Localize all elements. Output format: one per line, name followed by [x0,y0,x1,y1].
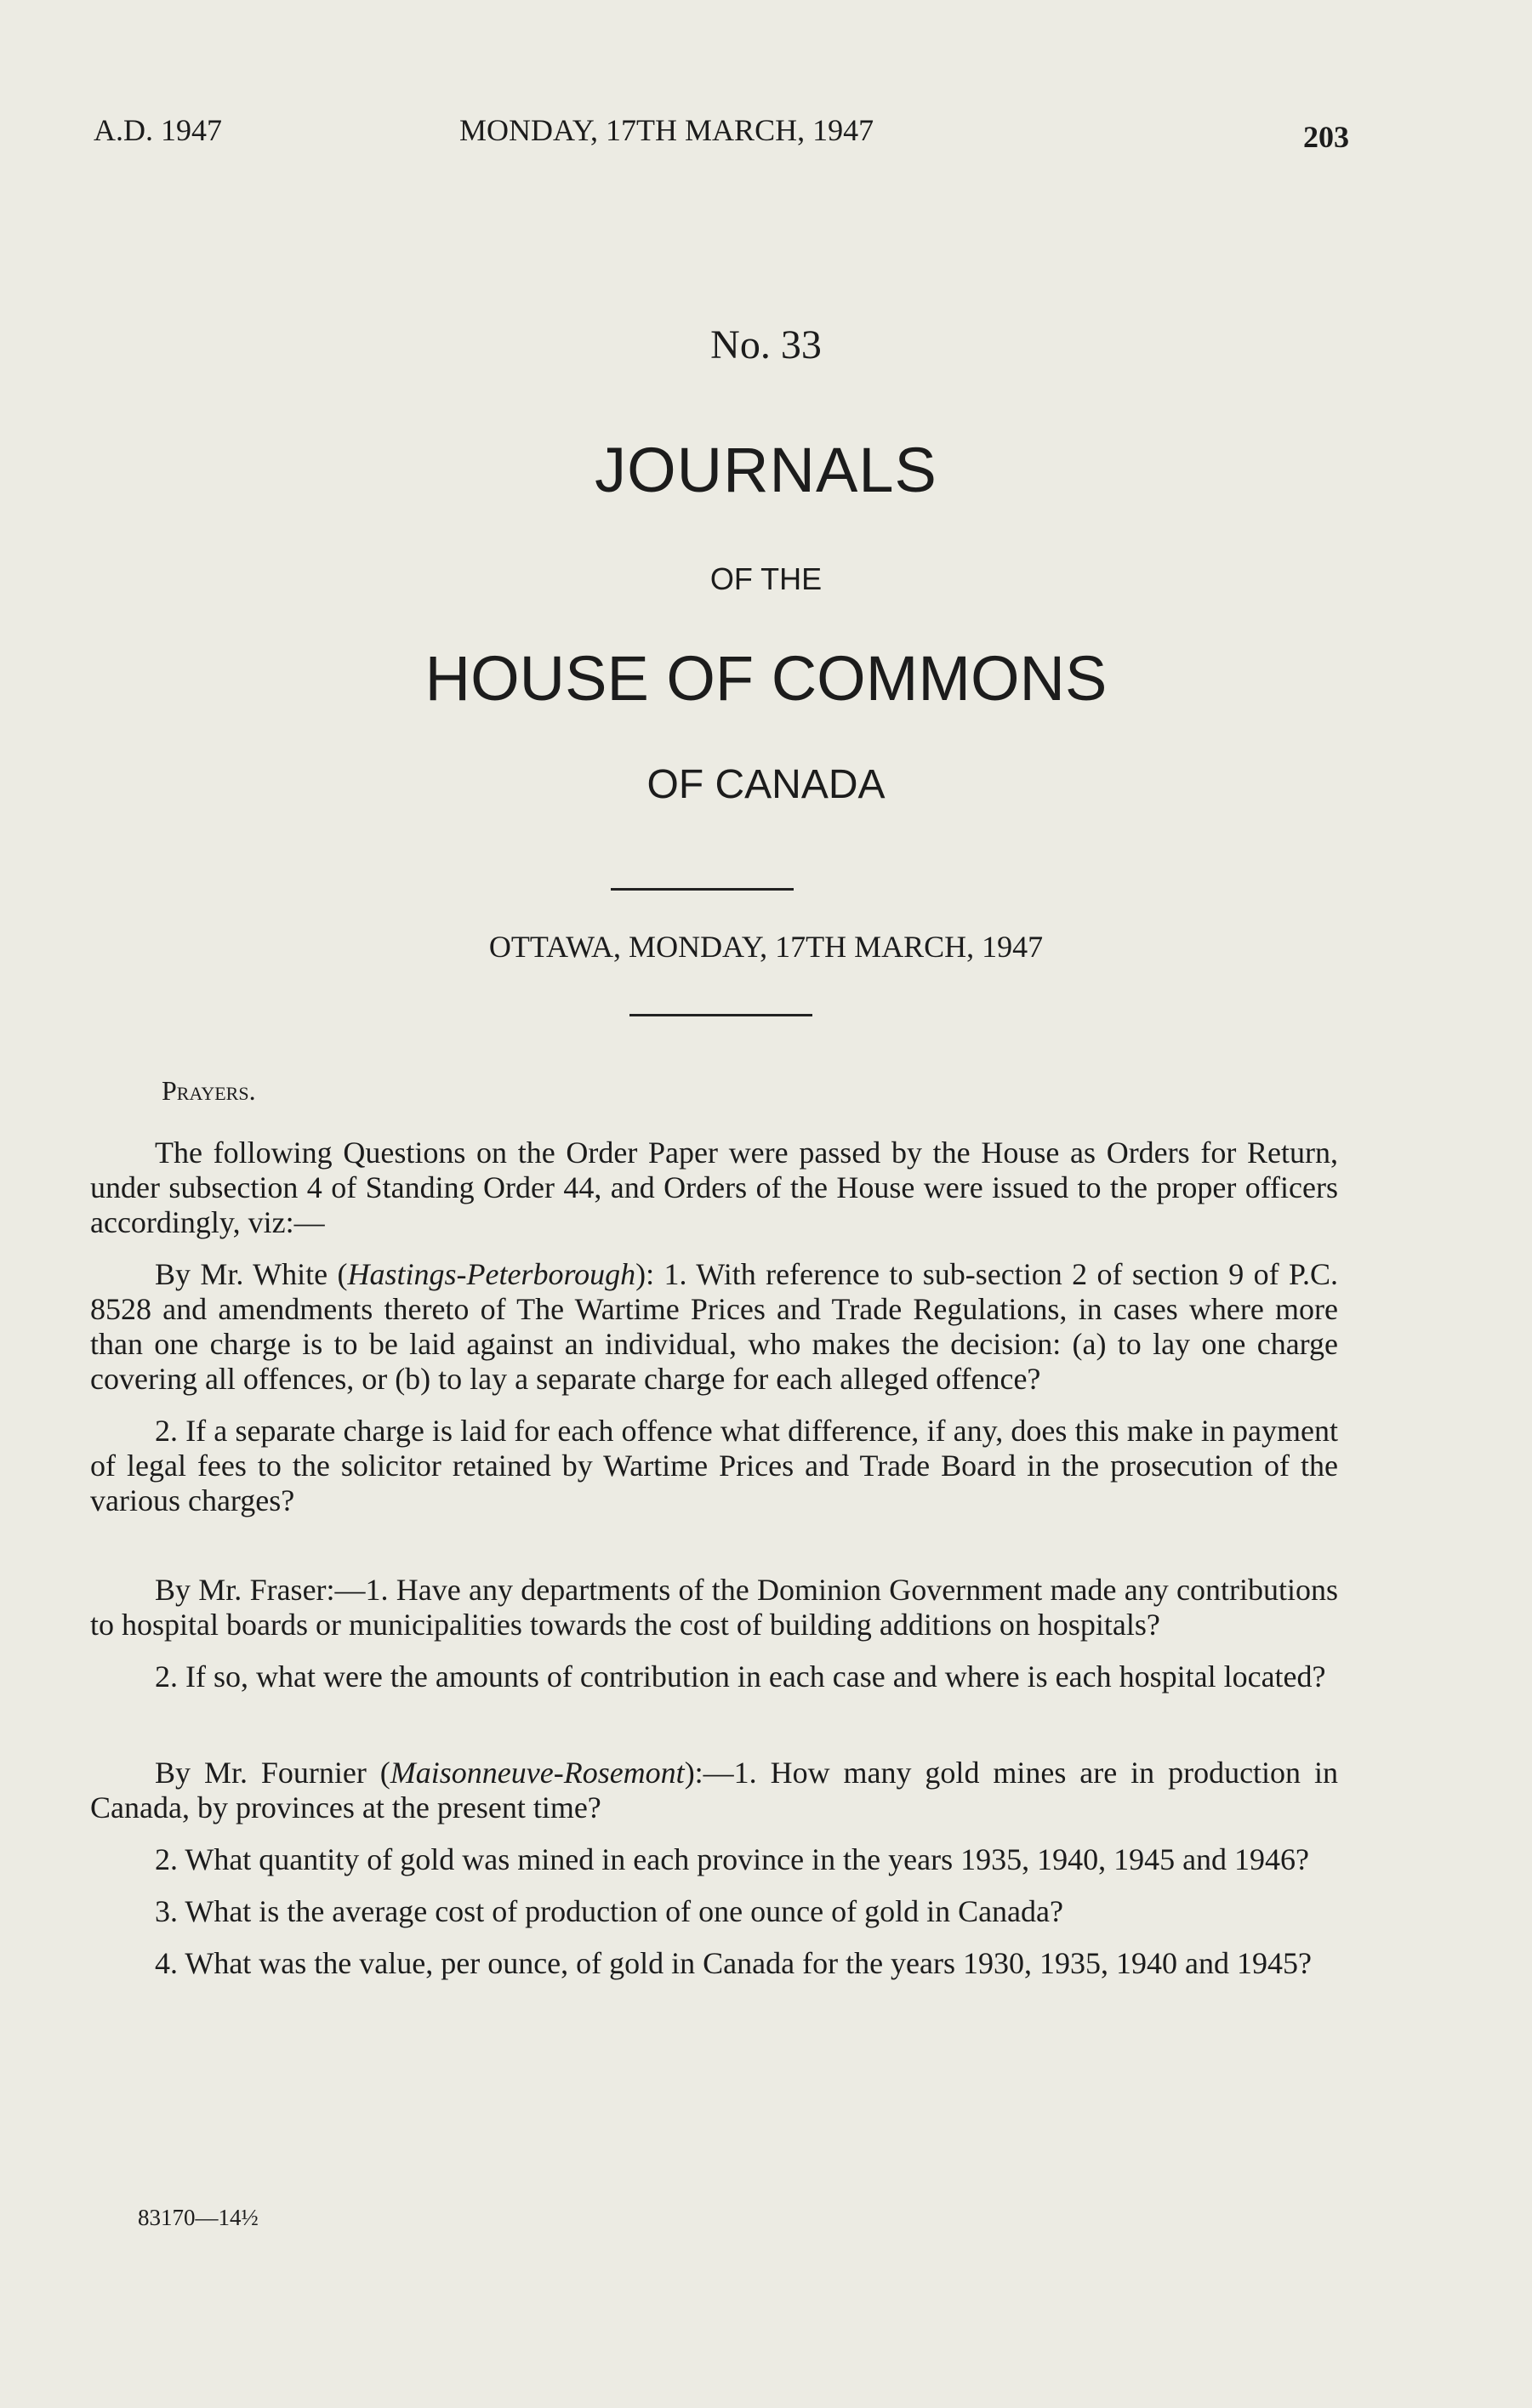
white-question-1 [90,1257,1338,1397]
fraser-question-1: By Mr. Fraser:—1. Have any departments of the Dominion Government made any contributions to hospital boards or municipalities towards the cost of building additions on hospitals? [90,1573,1338,1642]
title-of-the: OF THE [709,561,823,596]
white-q1-prefix: By Mr. White ( [155,1257,348,1291]
fournier-question-2: 2. What quantity of gold was mined in each province in the years 1935, 1940, 1945 and 1946? [155,1842,1310,1876]
fraser-question-2: 2. If so, what were the amounts of contribution in each case and where is each hospital located? [155,1659,1326,1694]
fournier-question-1 [90,1756,1338,1825]
title-house-of-commons: HOUSE OF COMMONS [424,643,1108,714]
running-head-date: MONDAY, 17TH MARCH, 1947 [459,113,874,147]
white-q1-text: ): 1. With reference to sub-section 2 of section 9 of P.C. 8528 and amendments thereto of The Wartime Prices and Trade Regulations, in cases where more than one charge is to be laid against an individual, who makes the decision: (a) to lay one charge covering all offences, or (b) to lay a separate charge for each alleged offence? [90,1257,1338,1396]
fournier-question-4: 4. What was the value, per ounce, of gold in Canada for the years 1930, 1935, 1940 and 1945? [155,1946,1312,1980]
fournier-q1-text: ):—1. How many gold mines are in production in Canada, by provinces at the present time? [90,1756,1338,1825]
journal-number: No. 33 [710,322,822,367]
journal-body [90,1073,1338,1998]
fournier-q1-prefix: By Mr. Fournier ( [155,1756,390,1790]
dateline: OTTAWA, MONDAY, 17TH MARCH, 1947 [488,930,1044,964]
running-head [94,112,1349,155]
fournier-question-3: 3. What is the average cost of production of one ounce of gold in Canada? [155,1894,1063,1928]
fournier-riding: Maisonneuve-Rosemont [390,1756,685,1790]
intro-paragraph: The following Questions on the Order Paper were passed by the House as Orders for Return, under subsection 4 of Standing Order 44, and Orders of the House were issued to the proper officers accordingly, viz:— [90,1136,1338,1239]
printer-code: 83170—14½ [138,2205,259,2230]
divider-rule-top [611,888,794,891]
running-head-year: A.D. 1947 [94,113,222,147]
title-of-canada: OF CANADA [646,762,886,807]
divider-rule-bottom [629,1014,812,1016]
page-number: 203 [1303,120,1349,154]
white-riding: Hastings-Peterborough [347,1257,636,1291]
prayers-heading: Prayers. [162,1075,256,1106]
white-question-2: 2. If a separate charge is laid for each offence what difference, if any, does this make in payment of legal fees to the solicitor retained by Wartime Prices and Trade Board in the prosecution of the various charges? [90,1414,1338,1517]
title-journals: JOURNALS [595,435,937,505]
